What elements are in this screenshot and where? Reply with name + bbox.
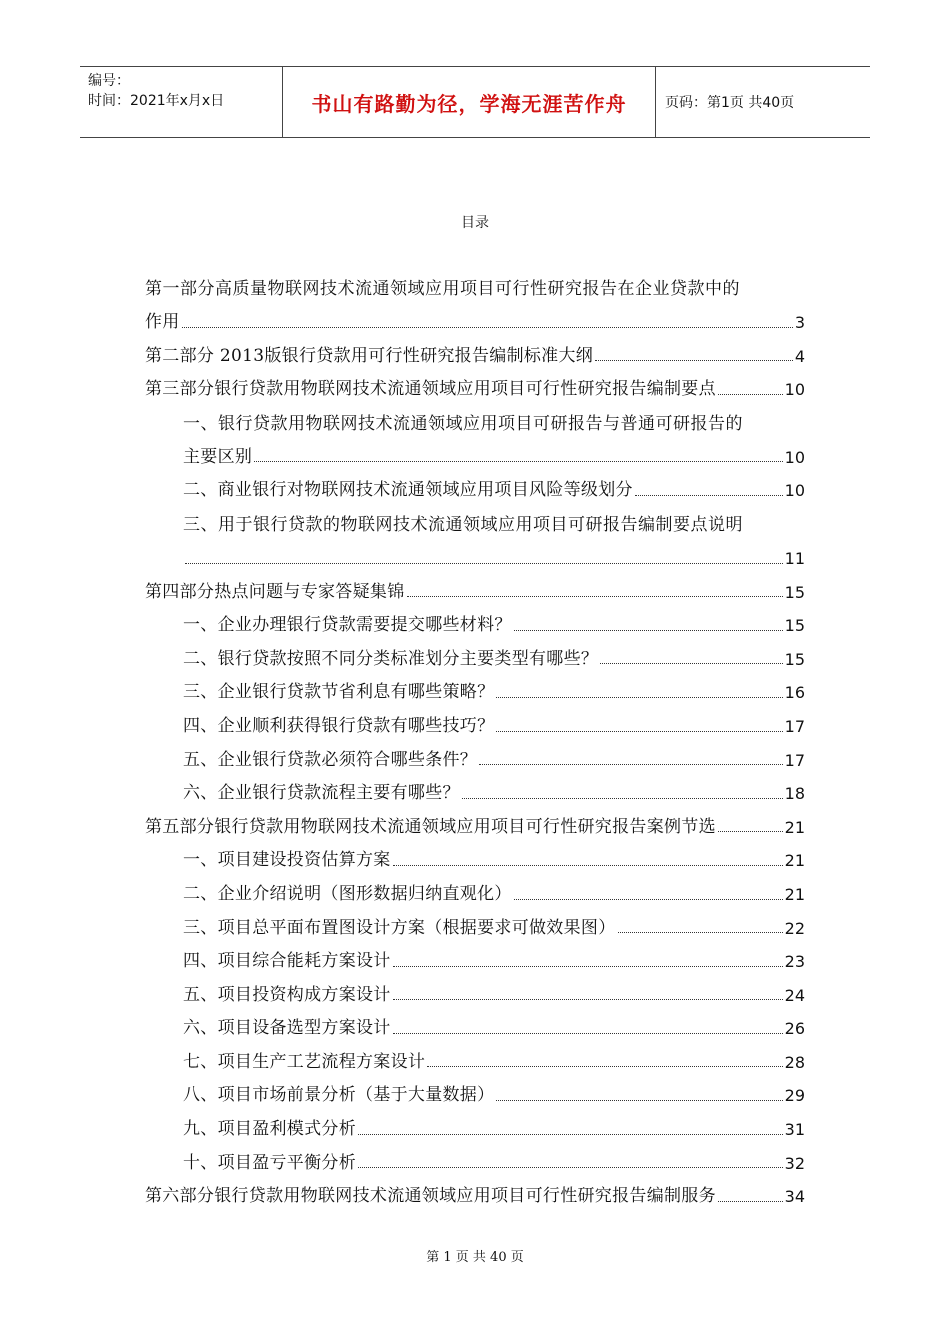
toc-entry-title: 作用	[145, 312, 180, 332]
toc-entry[interactable]	[145, 474, 805, 508]
header-time: 时间：2021年x月x日	[88, 93, 225, 109]
toc-entry-title: 第五部分银行贷款用物联网技术流通领域应用项目可行性研究报告案例节选	[145, 816, 716, 837]
toc-entry[interactable]	[145, 744, 805, 778]
toc-entry-title: 四、项目综合能耗方案设计	[183, 951, 391, 972]
toc-entry[interactable]	[145, 340, 805, 374]
toc-entry[interactable]	[145, 609, 805, 643]
toc-leader-dots	[514, 629, 783, 631]
toc-leader-dots	[635, 494, 783, 496]
toc-leader-dots	[182, 326, 793, 328]
toc-page-number: 32	[784, 1153, 805, 1173]
header-number: 编号：	[88, 73, 130, 89]
toc-entry-row	[183, 676, 805, 710]
toc-entry[interactable]	[145, 373, 805, 407]
toc-entry-row	[183, 441, 805, 475]
toc-entry[interactable]	[145, 676, 805, 710]
header-motto: 书山有路勤为径，学海无涯苦作舟	[311, 91, 627, 116]
toc-entry[interactable]	[145, 508, 805, 576]
toc-leader-dots	[496, 696, 782, 698]
toc-entry[interactable]	[145, 979, 805, 1013]
toc-leader-dots	[358, 1133, 783, 1135]
toc-entry-row	[183, 609, 805, 643]
toc-entry[interactable]	[145, 945, 805, 979]
toc-entry-title: 五、企业银行贷款必须符合哪些条件？	[183, 749, 478, 770]
toc-entry-title: 二、银行贷款按照不同分类标准划分主要类型有哪些？	[183, 648, 599, 669]
toc-page-number: 24	[784, 985, 805, 1005]
toc-entry-row	[183, 777, 805, 811]
toc-page-number: 10	[784, 481, 805, 501]
toc-page-number: 31	[784, 1120, 805, 1140]
toc-entry[interactable]	[145, 643, 805, 677]
toc-entry-row	[183, 1147, 805, 1181]
toc-entry[interactable]	[145, 912, 805, 946]
toc-entry[interactable]	[145, 1012, 805, 1046]
toc-entry-row	[183, 945, 805, 979]
toc-leader-dots	[393, 998, 783, 1000]
page-header	[80, 66, 870, 138]
toc-page-number: 4	[794, 346, 805, 366]
toc-entry-title: 第二部分 2013版银行贷款用可行性研究报告编制标准大纲	[145, 345, 594, 366]
toc-entry-row	[145, 811, 805, 845]
toc-page-number: 10	[784, 447, 805, 467]
toc-entry-row	[183, 912, 805, 946]
toc-leader-dots	[718, 1200, 783, 1202]
toc-leader-dots	[600, 662, 782, 664]
page-footer: 第 1 页 共 40 页	[426, 1250, 524, 1265]
toc-entry-row	[145, 1180, 805, 1214]
toc-entry-row	[145, 373, 805, 407]
toc-entry-title-line: 第一部分高质量物联网技术流通领域应用项目可行性研究报告在企业贷款中的	[145, 279, 740, 299]
toc-entry[interactable]	[145, 1046, 805, 1080]
toc-title: 目录	[461, 215, 489, 231]
toc-entry-row	[183, 844, 805, 878]
toc-leader-dots	[185, 562, 783, 564]
toc-page-number: 23	[784, 952, 805, 972]
toc-leader-dots	[496, 1099, 782, 1101]
toc-entry-row	[183, 542, 805, 576]
header-meta	[80, 67, 290, 137]
toc-leader-dots	[514, 898, 783, 900]
toc-page-number: 15	[784, 649, 805, 669]
toc-entry-row	[145, 340, 805, 374]
toc-leader-dots	[427, 1065, 782, 1067]
toc-page-number: 26	[784, 1019, 805, 1039]
toc-entry-title: 四、企业顺利获得银行贷款有哪些技巧？	[183, 715, 495, 736]
toc-page-number: 21	[784, 851, 805, 871]
toc-entry-title: 六、项目设备选型方案设计	[183, 1018, 391, 1039]
toc-entry-row	[145, 576, 805, 610]
header-page-info: 页码：第1页 共40页	[665, 95, 795, 111]
toc-leader-dots	[496, 730, 782, 732]
toc-page-number: 21	[784, 817, 805, 837]
toc-leader-dots	[358, 1166, 783, 1168]
toc-entry-title: 五、项目投资构成方案设计	[183, 984, 391, 1005]
toc-page-number: 29	[784, 1086, 805, 1106]
toc-entry[interactable]	[145, 710, 805, 744]
toc-entry[interactable]	[145, 777, 805, 811]
toc-page-number: 10	[784, 380, 805, 400]
toc-entry[interactable]	[145, 1113, 805, 1147]
toc-page-number: 15	[784, 616, 805, 636]
toc-entry-row	[183, 1079, 805, 1113]
toc-page-number: 16	[784, 683, 805, 703]
header-motto-cell	[282, 67, 656, 137]
toc-leader-dots	[718, 393, 783, 395]
toc-entry[interactable]	[145, 576, 805, 610]
toc-entry[interactable]	[145, 407, 805, 475]
toc-leader-dots	[718, 830, 783, 832]
toc-entry-title: 七、项目生产工艺流程方案设计	[183, 1051, 426, 1072]
toc-leader-dots	[595, 359, 793, 361]
toc-page-number: 18	[784, 784, 805, 804]
toc-entry[interactable]	[145, 1079, 805, 1113]
toc-entry-title: 一、项目建设投资估算方案	[183, 850, 391, 871]
toc-entry-title: 三、项目总平面布置图设计方案（根据要求可做效果图）	[183, 917, 616, 938]
toc-leader-dots	[254, 460, 782, 462]
toc-page-number: 15	[784, 582, 805, 602]
header-page-cell	[655, 67, 870, 137]
toc-entry-row	[183, 1012, 805, 1046]
toc-page-number: 17	[784, 750, 805, 770]
toc-leader-dots	[407, 595, 783, 597]
toc-page-number: 34	[784, 1187, 805, 1207]
toc-entry[interactable]	[145, 878, 805, 912]
toc-entry[interactable]	[145, 272, 805, 340]
toc-entry-row	[183, 1046, 805, 1080]
toc-entry-row	[183, 744, 805, 778]
toc-entry-row	[145, 306, 805, 340]
toc-entry[interactable]	[145, 844, 805, 878]
toc-entry-title: 八、项目市场前景分析（基于大量数据）	[183, 1085, 495, 1106]
toc-leader-dots	[393, 864, 783, 866]
toc-page-number: 21	[784, 884, 805, 904]
toc-entry-row	[183, 979, 805, 1013]
toc-entry-row	[183, 878, 805, 912]
toc-entry-title: 第四部分热点问题与专家答疑集锦	[145, 581, 405, 602]
toc-leader-dots	[618, 931, 783, 933]
toc-entry-row	[183, 710, 805, 744]
toc-leader-dots	[393, 965, 783, 967]
toc-leader-dots	[479, 763, 783, 765]
toc-entry-title: 一、企业办理银行贷款需要提交哪些材料？	[183, 615, 512, 636]
toc-entry[interactable]	[145, 811, 805, 845]
toc-entry[interactable]	[145, 1147, 805, 1181]
toc-page-number: 22	[784, 918, 805, 938]
toc-page-number: 11	[784, 548, 805, 568]
toc-page-number: 17	[784, 716, 805, 736]
toc-entry-title: 第三部分银行贷款用物联网技术流通领域应用项目可行性研究报告编制要点	[145, 379, 716, 400]
toc-entry-title: 主要区别	[183, 446, 253, 467]
toc-page-number: 3	[794, 313, 805, 332]
toc-leader-dots	[393, 1032, 783, 1034]
toc-entry-title: 六、企业银行贷款流程主要有哪些？	[183, 783, 460, 804]
toc-entry-title: 第六部分银行贷款用物联网技术流通领域应用项目可行性研究报告编制服务	[145, 1186, 716, 1207]
toc-entry-title: 十、项目盈亏平衡分析	[183, 1152, 356, 1173]
toc-entry-row	[183, 1113, 805, 1147]
toc-entry-title-line: 一、银行贷款用物联网技术流通领域应用项目可研报告与普通可研报告的	[183, 413, 743, 434]
toc-entry-title-line: 三、用于银行贷款的物联网技术流通领域应用项目可研报告编制要点说明	[183, 514, 743, 535]
toc-entry-title: 二、企业介绍说明（图形数据归纳直观化）	[183, 883, 512, 904]
toc-leader-dots	[462, 797, 783, 799]
toc-entry-title: 三、企业银行贷款节省利息有哪些策略？	[183, 682, 495, 703]
toc-entry-row	[183, 643, 805, 677]
toc-page-number: 28	[784, 1052, 805, 1072]
toc-entry[interactable]	[145, 1180, 805, 1214]
table-of-contents	[145, 272, 805, 1214]
toc-entry-title: 九、项目盈利模式分析	[183, 1119, 356, 1140]
toc-entry-title: 二、商业银行对物联网技术流通领域应用项目风险等级划分	[183, 480, 633, 501]
toc-entry-row	[183, 474, 805, 508]
